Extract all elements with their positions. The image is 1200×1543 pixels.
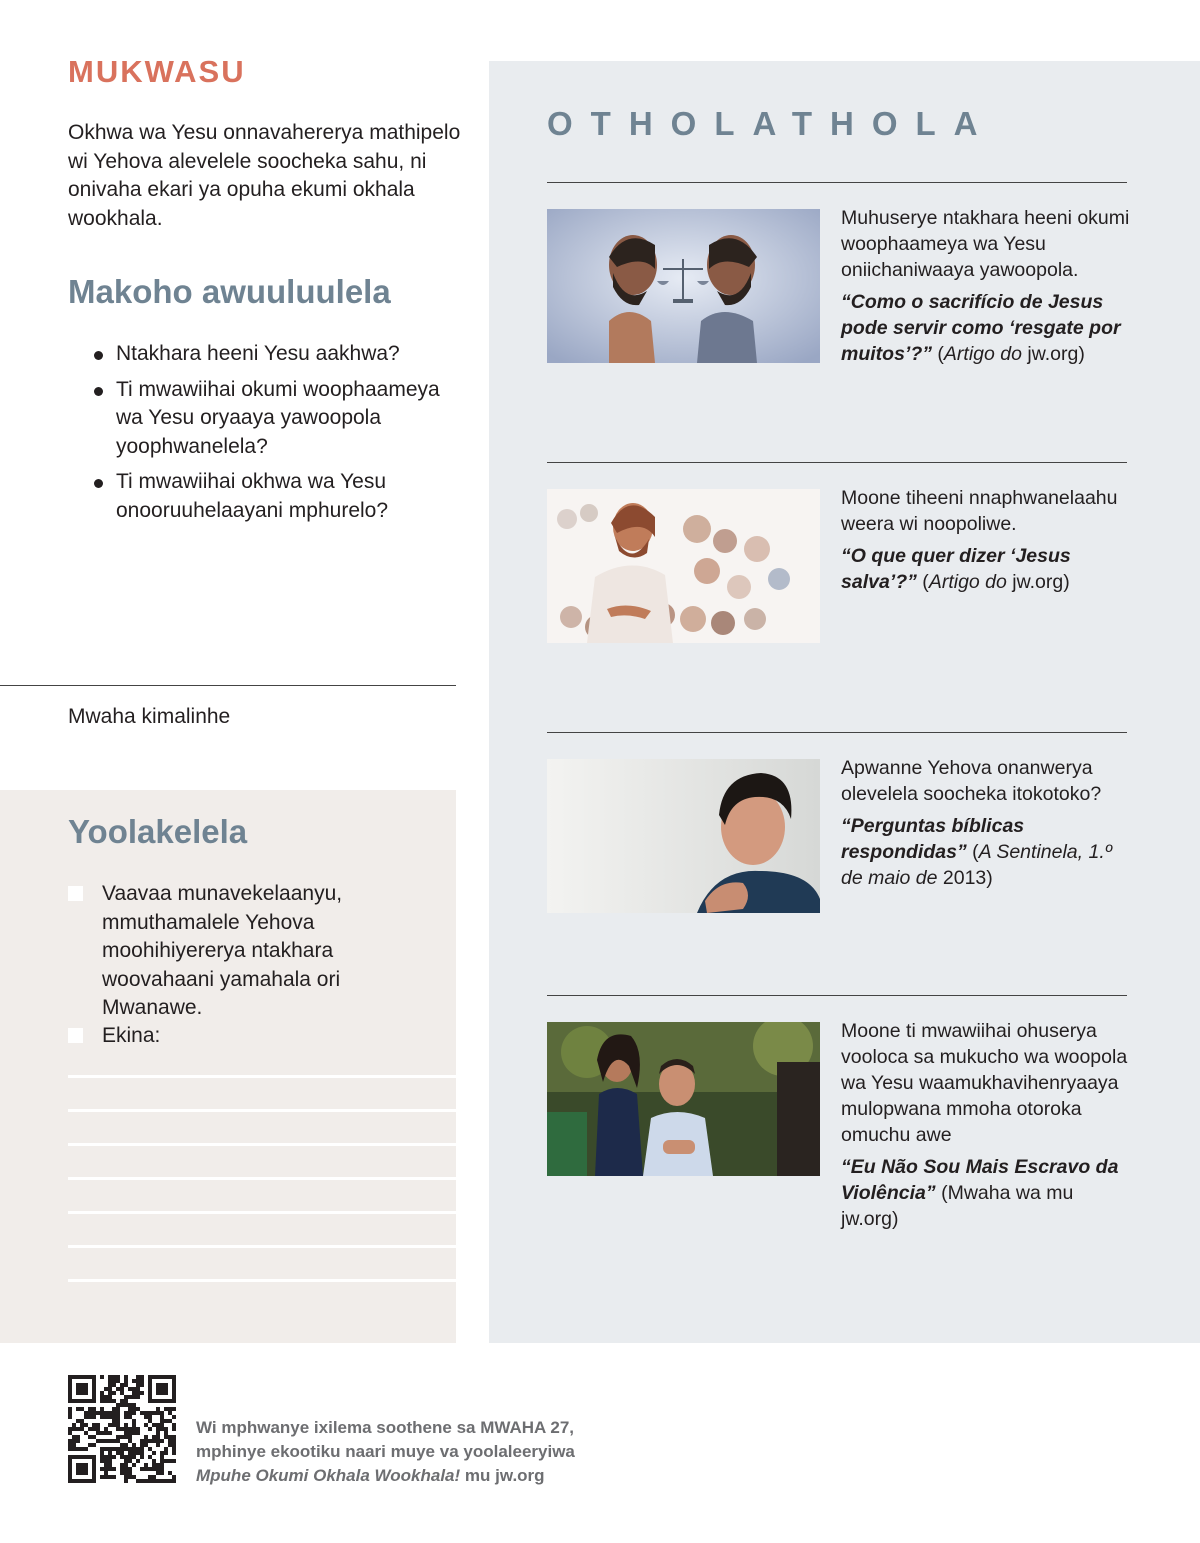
summary-text: Okhwa wa Yesu onnavahererya mathipelo wi Yehova alevelele soocheka sahu, ni onivaha ekari ya opuha ekumi okhala wookhala. <box>68 121 461 230</box>
goal-title: Yoolakelela <box>68 813 248 850</box>
review-question: Ti mwawiihai okhwa wa Yesu onooruuhelaayani mphurelo? <box>92 468 462 525</box>
jesus-with-people-illustration[interactable] <box>547 489 820 643</box>
card-description: Muhuserye ntakhara heeni okumi woophaameya wa Yesu oniichaniwaaya yawoopola. <box>841 207 1130 281</box>
review-question: Ntakhara heeni Yesu aakhwa? <box>92 340 462 369</box>
jesus-ransom-scales-illustration[interactable] <box>547 209 820 363</box>
reference-title[interactable]: “Eu Não Sou Mais Escravo da Violência” <box>841 1156 1119 1204</box>
writing-line[interactable] <box>68 1245 456 1248</box>
review-question: Ti mwawiihai okumi woophaameya wa Yesu oryaaya yawoopola yoophwanelela? <box>92 376 462 462</box>
note-label: Mwaha kimalinhe <box>68 705 231 728</box>
writing-line[interactable] <box>68 1279 456 1282</box>
research-card-text <box>841 205 1131 367</box>
card-reference[interactable] <box>841 813 1131 891</box>
card-description: Apwanne Yehova onanwerya olevelela soocheka itokotoko? <box>841 757 1102 805</box>
footer-line: mphinye ekootiku naari muye va yoolaleeryiwa <box>196 1442 575 1461</box>
reference-source: jw.org) <box>1006 571 1070 593</box>
goal-item[interactable] <box>68 1022 428 1051</box>
research-card-text <box>841 1018 1131 1232</box>
writing-line[interactable] <box>68 1211 456 1214</box>
reference-source: ( <box>916 571 929 593</box>
reference-source: Mwaha wa mu jw.org) <box>841 1182 1074 1230</box>
card-reference[interactable] <box>841 289 1131 367</box>
writing-line[interactable] <box>68 1177 456 1180</box>
footer-note <box>196 1416 616 1488</box>
reference-source: jw.org) <box>1021 343 1085 365</box>
card-description: Moone tiheeni nnaphwanelaahu weera wi noopoliwe. <box>841 487 1118 535</box>
checkbox[interactable] <box>68 1028 83 1043</box>
writing-line[interactable] <box>68 1075 456 1078</box>
reference-title[interactable]: “Como o sacrifício de Jesus pode servir como ‘resgate por muitos’?” <box>841 291 1121 365</box>
card-description: Moone ti mwawiihai ohuserya vooloca sa mukucho wa woopola wa Yesu waamukhavihenryaaya mulopwana mmoha otoroka omuchu awe <box>841 1020 1128 1146</box>
reference-source: Artigo do <box>928 571 1007 593</box>
couple-conversation-photo[interactable] <box>547 1022 820 1176</box>
writing-line[interactable] <box>68 1109 456 1112</box>
divider <box>0 685 456 686</box>
footer-link-text[interactable]: mu jw.org <box>460 1466 545 1485</box>
card-reference[interactable] <box>841 1154 1131 1232</box>
review-question-list <box>92 340 462 532</box>
reference-source: ( <box>932 343 944 365</box>
reference-title[interactable]: “O que quer dizer ‘Jesus salva’?” <box>841 545 1071 593</box>
review-title: Makoho awuuluulela <box>68 273 391 310</box>
research-card-text <box>841 755 1131 891</box>
reference-source: Artigo do <box>943 343 1022 365</box>
reference-source: ( <box>966 841 979 863</box>
research-card-text <box>841 485 1131 595</box>
publication-title[interactable]: Mpuhe Okumi Okhala Wookhala! <box>196 1466 461 1485</box>
research-title: OTHOLATHOLA <box>547 105 996 142</box>
man-praying-photo[interactable] <box>547 759 820 913</box>
footer-line <box>196 1464 616 1488</box>
qr-code-icon[interactable] <box>68 1375 176 1483</box>
goal-item-label: Vaavaa munavekelaanyu, mmuthamalele Yehova moohihiyererya ntakhara woovahaani yamahala ori Mwanawe. <box>102 882 343 1019</box>
goal-section <box>0 790 456 1343</box>
divider <box>547 995 1127 996</box>
writing-line[interactable] <box>68 1143 456 1146</box>
reference-source: A Sentinela, 1.º de maio de <box>841 841 1112 889</box>
goal-item-label: Ekina: <box>102 1024 161 1047</box>
divider <box>547 182 1127 183</box>
divider <box>547 462 1127 463</box>
reference-source: ( <box>935 1182 948 1204</box>
reference-source: 2013) <box>937 867 993 889</box>
footer-line: Wi mphwanye ixilema soothene sa MWAHA 27, <box>196 1418 575 1437</box>
divider <box>547 732 1127 733</box>
checkbox[interactable] <box>68 886 83 901</box>
card-reference[interactable] <box>841 543 1131 595</box>
summary-title: MUKWASU <box>68 54 246 89</box>
reference-title[interactable]: “Perguntas bíblicas respondidas” <box>841 815 1025 863</box>
goal-item[interactable] <box>68 880 428 1023</box>
